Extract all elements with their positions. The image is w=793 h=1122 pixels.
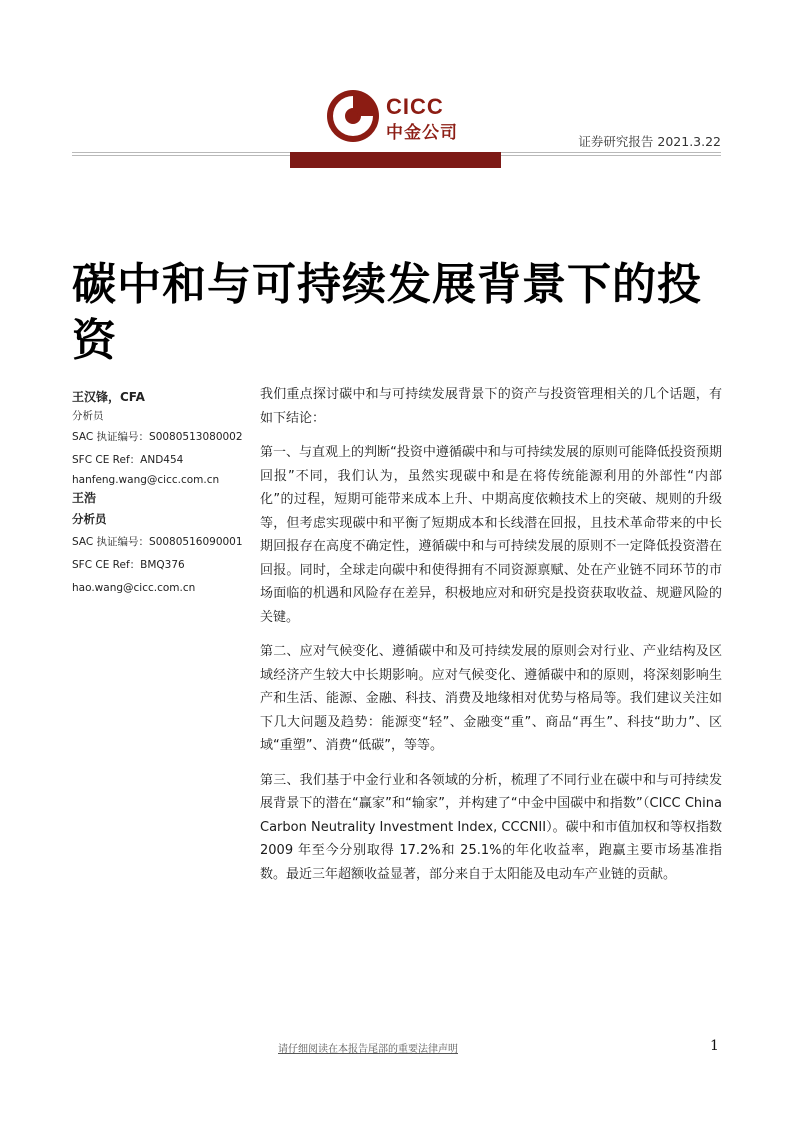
cicc-logo-mark-icon — [326, 89, 380, 143]
report-title: 碳中和与可持续发展背景下的投资 — [72, 259, 702, 367]
author-name: 王汉锋，CFA — [72, 390, 145, 404]
report-header — [0, 0, 793, 175]
page-number: 1 — [710, 1038, 719, 1054]
report-summary — [260, 383, 722, 897]
author-sac-number: SAC 执证编号：S0080513080002 — [72, 430, 243, 443]
legal-disclaimer-link[interactable]: 请仔细阅读在本报告尾部的重要法律声明 — [278, 1044, 458, 1055]
author-role: 分析员 — [72, 512, 107, 526]
author-role: 分析员 — [72, 410, 104, 422]
cicc-logo — [326, 89, 476, 145]
author-sfc-ref: SFC CE Ref：AND454 — [72, 453, 184, 466]
report-type-date: 证券研究报告 2021.3.22 — [578, 134, 721, 149]
author-sac-number: SAC 执证编号：S0080516090001 — [72, 536, 243, 548]
header-accent-bar — [290, 152, 501, 168]
author-email[interactable]: hao.wang@cicc.com.cn — [72, 582, 196, 594]
summary-point-paragraph: 第一、与直观上的判断“投资中遵循碳中和与可持续发展的原则可能降低投资预期回报”不同，我们认为，虽然实现碳中和是在将传统能源利用的外部性“内部化”的过程，短期可能带来成本上升、中期高度依赖技术上的突破、规则的升级等，但考虑实现碳中和平衡了短期成本和长线潜在回报，且技术革命带来的中长期回报存在高度不确定性，遵循碳中和与可持续发展的原则不一定降低投资潜在回报。同时，全球走向碳中和使得拥有不同资源禀赋、处在产业链不同环节的市场面临的机遇和风险存在差异，积极地应对和研究是投资获取收益、规避风险的关键。 — [260, 445, 722, 625]
author-email[interactable]: hanfeng.wang@cicc.com.cn — [72, 473, 220, 486]
logo-name-en: CICC — [386, 94, 444, 119]
author-sidebar — [72, 386, 247, 600]
summary-intro-paragraph: 我们重点探讨碳中和与可持续发展背景下的资产与投资管理相关的几个话题，有如下结论： — [260, 387, 722, 426]
logo-name-cn: 中金公司 — [386, 123, 458, 143]
author-name: 王浩 — [72, 491, 97, 505]
summary-point-paragraph: 第二、应对气候变化、遵循碳中和及可持续发展的原则会对行业、产业结构及区域经济产生较大中长期影响。应对气候变化、遵循碳中和的原则，将深刻影响生产和生活、能源、金融、科技、消费及地缘相对优势与格局等。我们建议关注如下几大问题及趋势：能源变“轻”、金融变“重”、商品“再生”、科技“助力”、区域“重塑”、消费“低碳”，等等。 — [260, 644, 722, 753]
author-sfc-ref: SFC CE Ref：BMQ376 — [72, 559, 185, 571]
summary-point-paragraph: 第三、我们基于中金行业和各领域的分析，梳理了不同行业在碳中和与可持续发展背景下的潜在“赢家”和“输家”，并构建了“中金中国碳中和指数”（CICC China Carbon Neutrality Investment Index, CCCNII）。碳中和市值加权和等权指数 2009 年至今分别取得 17.2%和 25.1%的年化收益率，跑赢主要市场基准指数。最近三年超额收益显著，部分来自于太阳能及电动车产业链的贡献。 — [260, 772, 722, 882]
